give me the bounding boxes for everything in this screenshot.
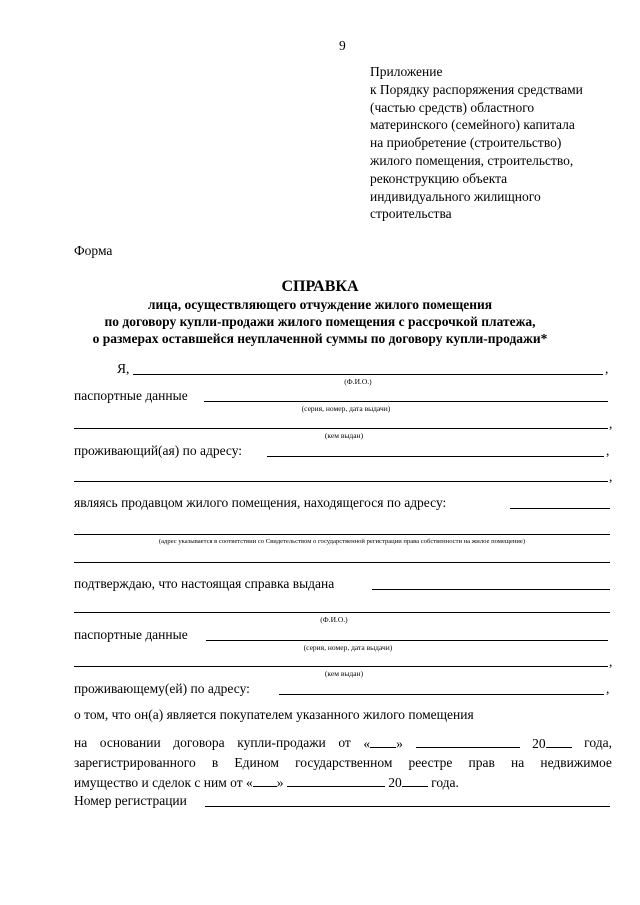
registration-number-field[interactable] bbox=[205, 806, 610, 807]
contract-month-field[interactable] bbox=[416, 733, 520, 748]
registration-number-label: Номер регистрации bbox=[74, 793, 187, 808]
seller-label: являясь продавцом жилого помещения, находящегося по адресу: bbox=[74, 495, 447, 510]
comma: , bbox=[609, 654, 613, 669]
word: прав bbox=[468, 755, 495, 770]
appendix-line: материнского (семейного) капитала bbox=[370, 117, 575, 133]
word: основании bbox=[99, 735, 161, 750]
word: года. bbox=[431, 775, 459, 790]
passport-caption: (серия, номер, дата выдачи) bbox=[301, 404, 391, 413]
comma: , bbox=[606, 681, 610, 696]
title-line: по договору купли-продажи жилого помещения с рассрочкой платежа, bbox=[104, 314, 536, 329]
recipient-fio-field[interactable] bbox=[74, 612, 610, 613]
appendix-line: строительства bbox=[370, 206, 452, 222]
registration-month-field[interactable] bbox=[287, 772, 385, 787]
contract-day: « » bbox=[363, 733, 403, 753]
appendix-line: на приобретение (строительство) bbox=[370, 135, 562, 151]
property-address-field[interactable] bbox=[510, 508, 610, 509]
word: года, bbox=[584, 735, 612, 750]
contract-line-3: имущество и сделок с ним от « » 20 года. bbox=[74, 772, 612, 792]
word: на bbox=[511, 755, 525, 770]
word: недвижимое bbox=[540, 755, 612, 770]
passport-field-2[interactable] bbox=[206, 640, 608, 641]
appendix-line: жилого помещения, строительство, bbox=[370, 152, 574, 168]
registration-day-field[interactable] bbox=[253, 772, 277, 787]
contract-line-1 bbox=[74, 733, 612, 753]
fio-caption-2: (Ф.И.О.) bbox=[320, 615, 348, 624]
word: государственном bbox=[295, 755, 393, 770]
comma: , bbox=[606, 443, 610, 458]
word: купли-продажи bbox=[237, 735, 326, 750]
form-label: Форма bbox=[74, 243, 113, 258]
issued-by-caption: (кем выдан) bbox=[324, 431, 364, 440]
contract-year-field[interactable] bbox=[546, 733, 572, 748]
word: от bbox=[338, 735, 351, 750]
contract-block bbox=[74, 733, 612, 792]
comma: , bbox=[605, 361, 609, 376]
contract-year: 20 bbox=[532, 733, 572, 753]
contract-line-2 bbox=[74, 753, 612, 772]
confirm-label: подтверждаю, что настоящая справка выдана bbox=[74, 576, 335, 591]
comma: , bbox=[609, 469, 613, 484]
registration-year-field[interactable] bbox=[402, 772, 428, 787]
word: договора bbox=[173, 735, 225, 750]
appendix-line: индивидуального жилищного bbox=[370, 188, 541, 204]
ya-label: Я, bbox=[117, 361, 130, 376]
issued-by-field-2[interactable] bbox=[74, 666, 608, 667]
appendix-note bbox=[370, 63, 583, 223]
word: зарегистрированного bbox=[74, 755, 196, 770]
word: в bbox=[211, 755, 219, 770]
word: на bbox=[74, 735, 88, 750]
title-line: лица, осуществляющего отчуждение жилого помещения bbox=[147, 297, 493, 312]
residence-field-continued[interactable] bbox=[74, 481, 608, 482]
title-line: о размерах оставшейся неуплаченной суммы по договору купли-продажи* bbox=[92, 331, 548, 346]
property-address-field-extra[interactable] bbox=[74, 562, 610, 563]
passport-label: паспортные данные bbox=[74, 388, 188, 403]
word: Едином bbox=[234, 755, 279, 770]
appendix-line: к Порядку распоряжения средствами bbox=[370, 81, 583, 97]
title-main: СПРАВКА bbox=[281, 278, 359, 295]
recipient-field[interactable] bbox=[372, 589, 610, 590]
registration-date-label: имущество и сделок с ним от « bbox=[74, 775, 253, 790]
fio-caption: (Ф.И.О.) bbox=[344, 377, 372, 386]
fio-field[interactable] bbox=[133, 374, 603, 375]
property-address-field-continued[interactable] bbox=[74, 534, 610, 535]
passport-field[interactable] bbox=[204, 401, 608, 402]
issued-by-field[interactable] bbox=[74, 428, 608, 429]
registration-century: 20 bbox=[388, 775, 402, 790]
page-number: 9 bbox=[339, 38, 346, 53]
buyer-statement: о том, что он(а) является покупателем указанного жилого помещения bbox=[74, 707, 474, 722]
property-address-caption: (адрес указывается в соответствии со Свидетельством о государственной регистрации права собственности на жилое помещение) bbox=[158, 538, 526, 545]
residence-field[interactable] bbox=[267, 456, 604, 457]
appendix-line: (частью средств) областного bbox=[370, 99, 535, 115]
word: реестре bbox=[408, 755, 453, 770]
appendix-line: реконструкцию объекта bbox=[370, 170, 508, 186]
residing-label-2: проживающему(ей) по адресу: bbox=[74, 681, 250, 696]
document-title bbox=[70, 277, 570, 347]
passport-caption-2: (серия, номер, дата выдачи) bbox=[303, 643, 393, 652]
issued-by-caption-2: (кем выдан) bbox=[324, 669, 364, 678]
residence-field-2[interactable] bbox=[279, 694, 604, 695]
contract-day-field[interactable] bbox=[370, 733, 396, 748]
residing-label: проживающий(ая) по адресу: bbox=[74, 443, 243, 458]
passport-label-2: паспортные данные bbox=[74, 627, 188, 642]
comma: , bbox=[609, 416, 613, 431]
appendix-line: Приложение bbox=[370, 64, 443, 79]
